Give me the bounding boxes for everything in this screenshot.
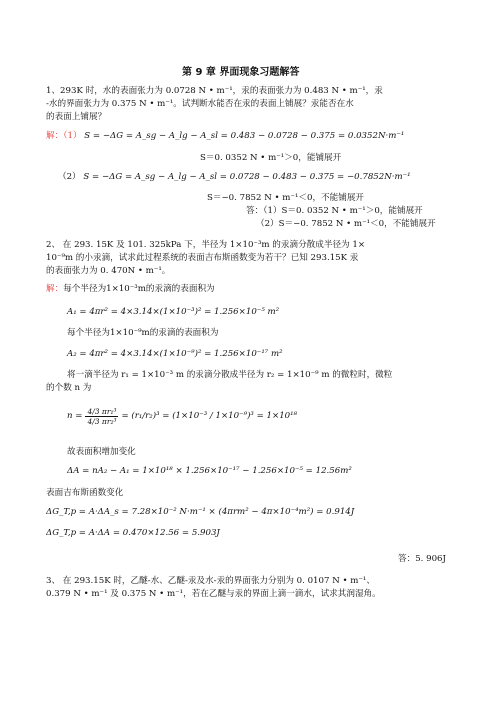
problem2-line3: 的表面张力为 0. 470N • m⁻¹。 — [46, 266, 171, 276]
problem1-solution — [46, 130, 404, 142]
chapter-title: 第 9 章 界面现象习题解答 — [182, 67, 300, 78]
problem1-line1: 1、293K 时，水的表面张力为 0.0728 N • m⁻¹，汞的表面张力为 0.483 N • m⁻¹，汞 — [46, 86, 383, 96]
problem1-line2: -水的界面张力为 0.375 N • m⁻¹。试判断水能否在汞的表面上铺展？汞能否在水 — [46, 99, 354, 109]
n-lhs: n = — [67, 410, 83, 421]
equation-s2: S = −ΔG = A_sg − A_lg − A_sl = 0.0728 − 0.483 − 0.375 = −0.7852N·m⁻¹ — [83, 172, 411, 182]
equation-area2: A₂ = 4πr² = 4×3.14×(1×10⁻⁹)² = 1.256×10⁻¹⁷ m² — [67, 349, 283, 359]
n-result: = (r₁/r₂)³ = (1×10⁻³ / 1×10⁻⁹)³ = 1×10¹⁸ — [121, 410, 298, 421]
equation-area1: A₁ = 4πr² = 4×3.14×(1×10⁻³)² = 1.256×10⁻⁵ m² — [67, 307, 280, 317]
problem2-line1: 2、 在 293. 15K 及 101. 325kPa 下，半径为 1×10⁻³m 的汞滴分散成半径为 1× — [46, 240, 366, 250]
equation-delta-area: ΔA = nA₂ − A₁ = 1×10¹⁸ × 1.256×10⁻¹⁷ − 1.256×10⁻⁵ = 12.56m² — [67, 466, 352, 476]
problem2-step5: 故表面积增加变化 — [67, 447, 136, 457]
solution-label: 解： — [46, 131, 64, 141]
problem2-step2: 每个半径为1×10⁻⁹m的汞滴的表面积为 — [67, 328, 219, 338]
problem1-line3: 的表面上铺展？ — [46, 112, 107, 122]
problem2-step4: 的个数 n 为 — [46, 383, 92, 393]
part1-label: （1） — [63, 131, 82, 141]
problem1-part2 — [58, 171, 411, 183]
equation-s1: S = −ΔG = A_sg − A_lg − A_sl = 0.483 − 0.0728 − 0.375 = 0.0352N·m⁻¹ — [84, 131, 405, 141]
problem3-line2: 0.379 N • m⁻¹ 及 0.375 N • m⁻¹，若在乙醚与汞的界面上滴一滴水，试求其润湿角。 — [46, 589, 381, 599]
n-fraction-numerator: 4/3 πr₁³ — [87, 406, 117, 416]
problem3-line1: 3、 在 293.15K 时，乙醚-水、乙醚-汞及水-汞的界面张力分别为 0. 0107 N • m⁻¹、 — [46, 576, 375, 586]
equation-gibbs2: ΔG_T,p = A·ΔA = 0.470×12.56 = 5.903J — [46, 528, 220, 538]
problem2-step6: 表面吉布斯函数变化 — [46, 488, 124, 498]
problem2-step3: 将一滴半径为 r₁ = 1×10⁻³ m 的汞滴分散成半径为 r₂ = 1×10⁻⁹ m 的微粒时，微粒 — [67, 370, 393, 380]
n-fraction — [85, 407, 118, 426]
part2-label: （2） — [58, 172, 81, 182]
solution-label: 解： — [46, 284, 64, 294]
problem1-answer1: 答：（1）S＝0. 0352 N • m⁻¹＞0，能铺展开 — [246, 206, 423, 216]
problem1-result2: S＝−0. 7852 N • m⁻¹＜0，不能铺展开 — [207, 193, 365, 203]
equation-n — [67, 398, 297, 434]
step1-text: 每个半径为1×10⁻³m的汞滴的表面积为 — [63, 284, 215, 294]
problem2-answer: 答：5. 906J — [398, 554, 446, 564]
equation-gibbs1: ΔG_T,p = A·ΔA_s = 7.28×10⁻² N·m⁻¹ × (4πrm² − 4π×10⁻⁴m²) = 0.914J — [46, 507, 355, 517]
n-fraction-denominator: 4/3 πr₂³ — [87, 416, 117, 426]
problem2-step1 — [46, 283, 215, 295]
problem1-result1: S＝0. 0352 N • m⁻¹＞0，能铺展开 — [200, 153, 342, 163]
problem2-line2: 10⁻⁹m 的小汞滴，试求此过程系统的表面吉布斯函数变为若干？已知 293.15K 汞 — [46, 253, 359, 263]
problem1-answer2: （2）S＝−0. 7852 N • m⁻¹＜0，不能铺展开 — [256, 219, 436, 229]
